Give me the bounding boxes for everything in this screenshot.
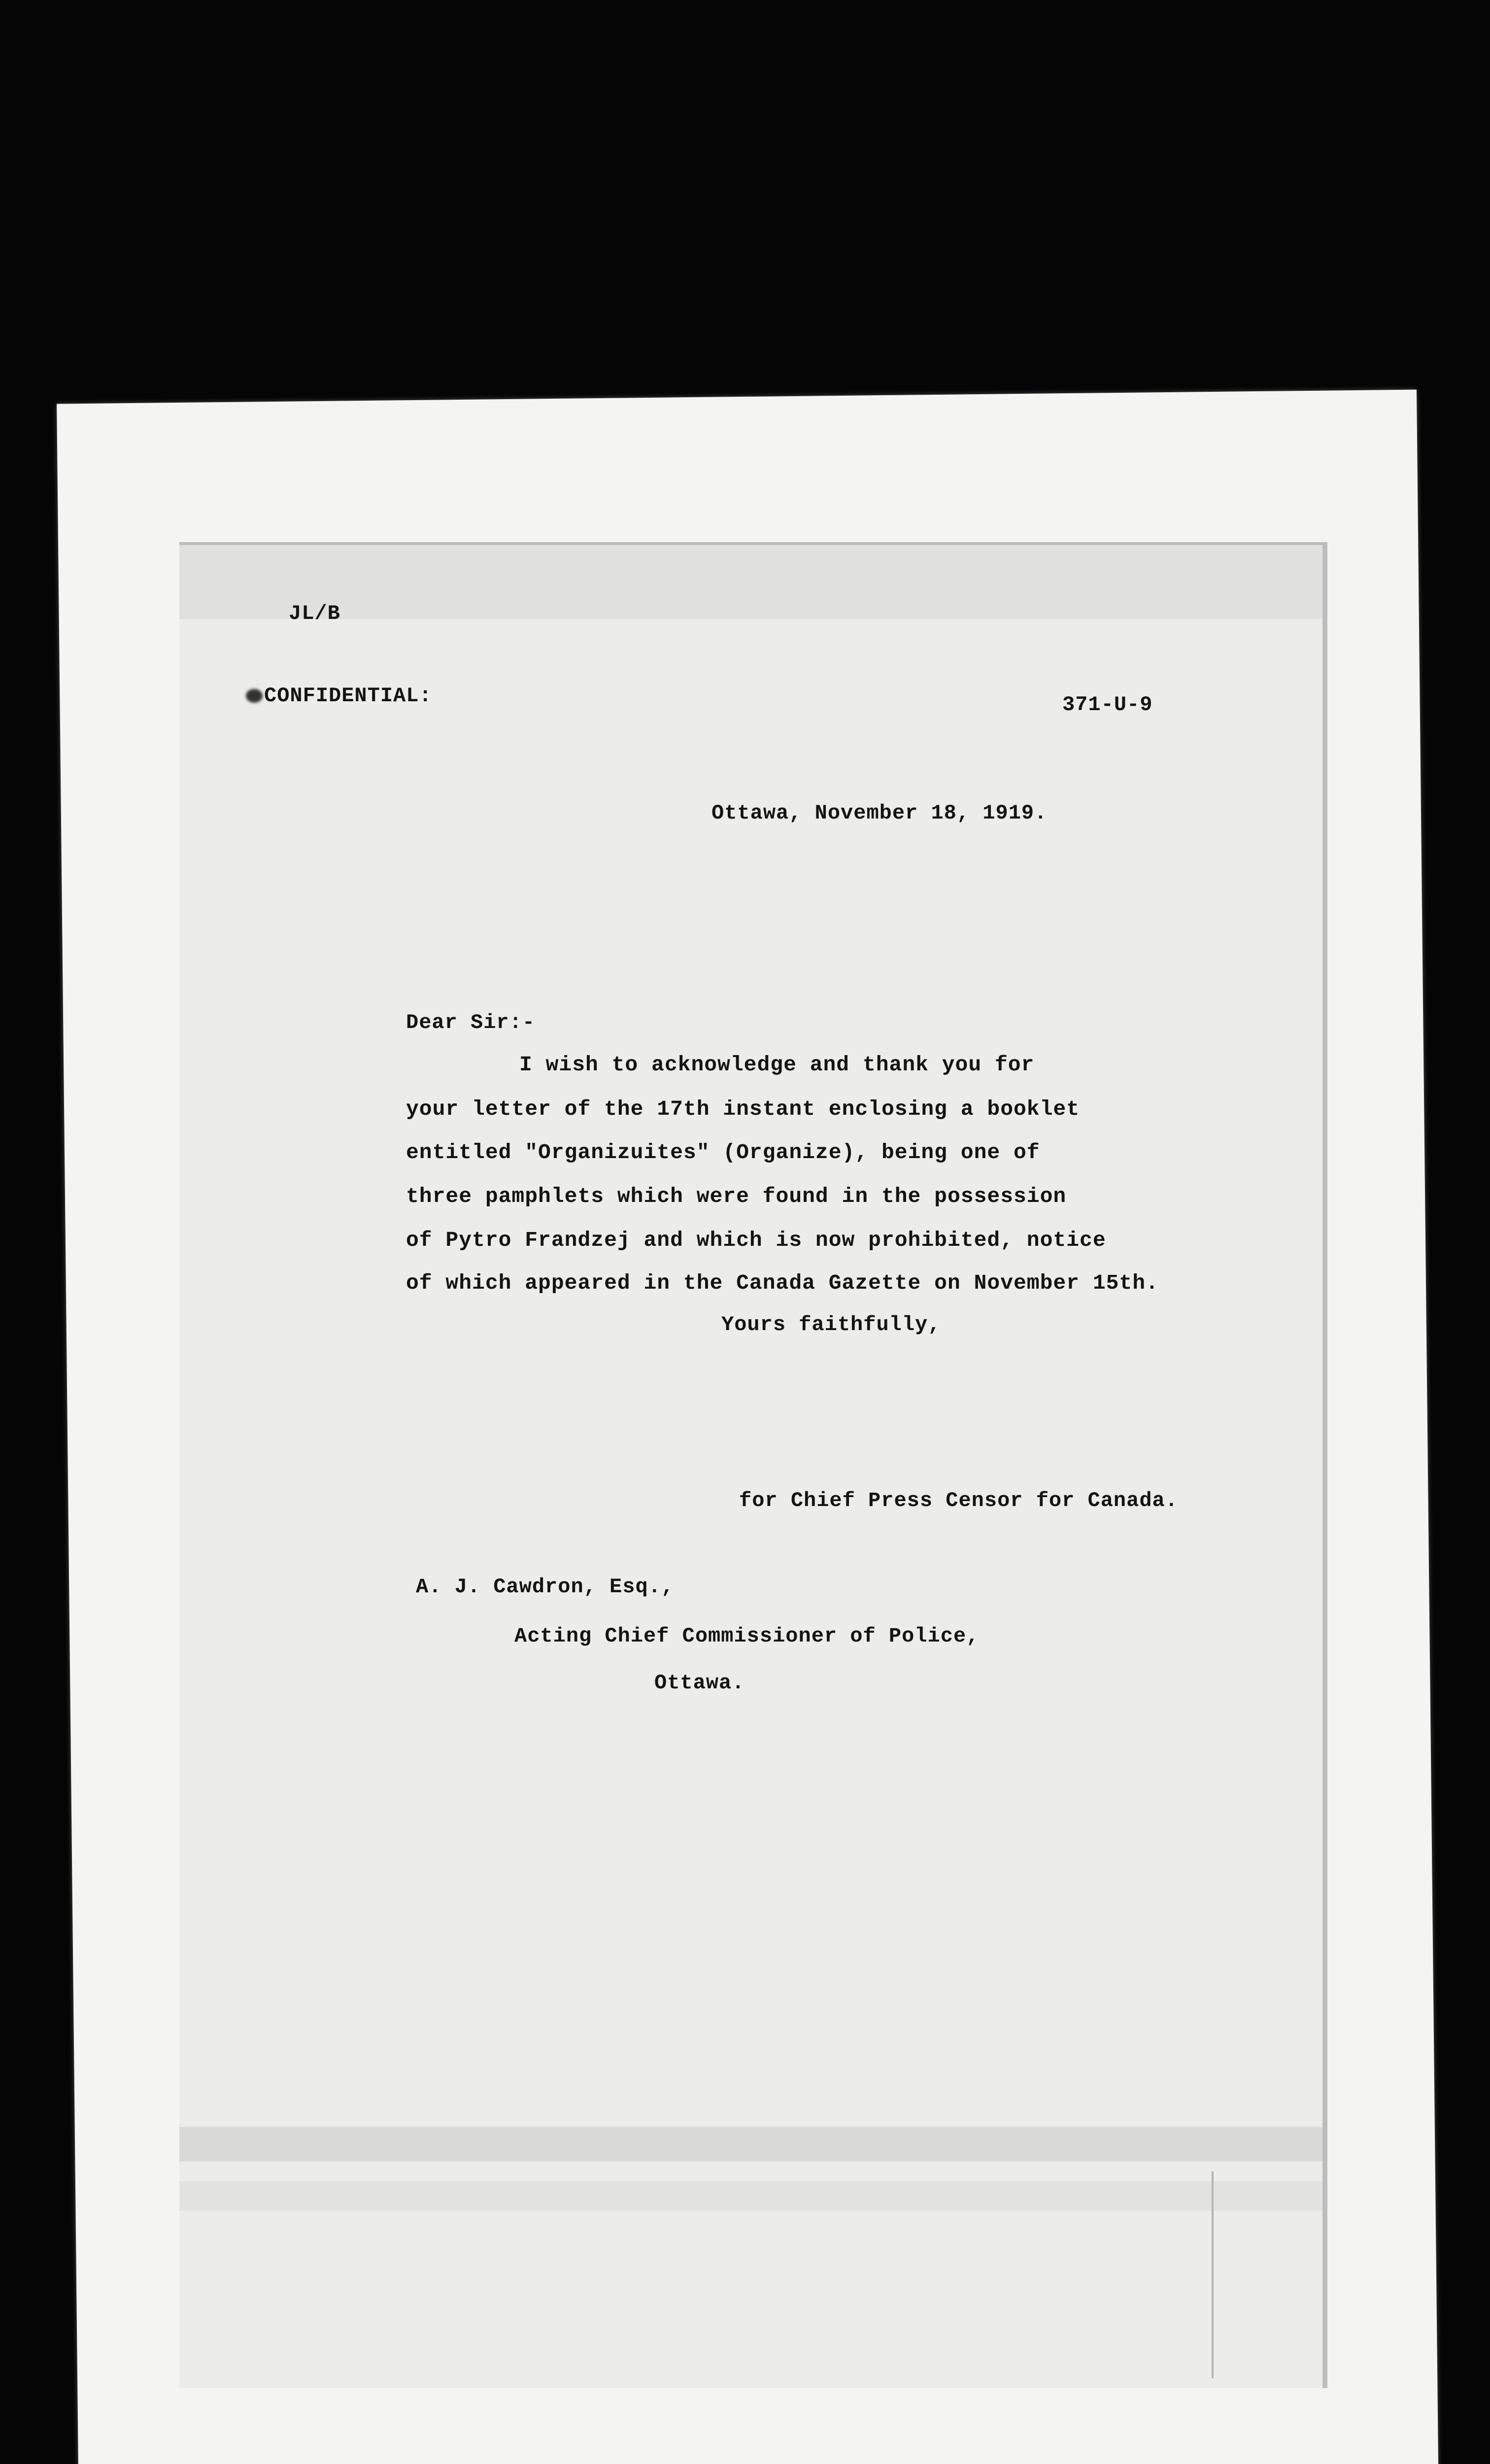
letter-body-line: entitled "Organizuites" (Organize), being one of [406,1140,1040,1164]
ink-smudge [246,689,263,703]
page-shading [179,545,1322,619]
recipient-city: Ottawa. [654,1671,745,1695]
page-shading [179,2181,1322,2211]
letter-initials: JL/B [289,602,340,625]
letter-body-line: of which appeared in the Canada Gazette on November 15th. [406,1271,1159,1295]
letter-body-line: I wish to acknowledge and thank you for [519,1053,1035,1077]
letter-body-line: your letter of the 17th instant enclosing a booklet [406,1097,1080,1121]
letter-signature-line: for Chief Press Censor for Canada. [739,1489,1178,1512]
recipient-title: Acting Chief Commissioner of Police, [514,1624,980,1648]
page-edge-streak [1212,2171,1214,2378]
letter-file-number: 371-U-9 [1062,693,1153,717]
letter-closing: Yours faithfully, [721,1313,941,1336]
page-shading [179,2127,1322,2161]
recipient-name: A. J. Cawdron, Esq., [416,1575,675,1599]
letter-page [179,542,1327,2388]
letter-place-date: Ottawa, November 18, 1919. [711,801,1048,825]
letter-salutation: Dear Sir:- [406,1011,536,1034]
letter-body-line: three pamphlets which were found in the possession [406,1184,1067,1208]
letter-classification: CONFIDENTIAL: [264,684,432,708]
letter-body-line: of Pytro Frandzej and which is now prohibited, notice [406,1228,1106,1252]
